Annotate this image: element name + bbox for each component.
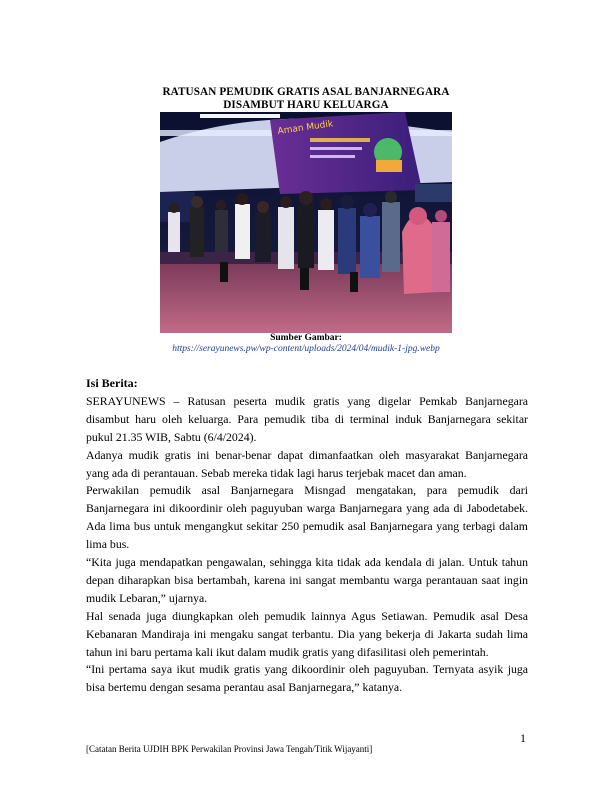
body-line: disambut haru oleh keluarga. Para pemudik tiba di terminal induk Banjarnegara sekitar (86, 411, 528, 426)
article-body (86, 393, 528, 697)
body-line: pukul 21.35 WIB, Sabtu (6/4/2024). (86, 429, 257, 444)
body-line: Ada lima bus untuk mengangkut sekitar 250 pemudik asal Banjarnegara yang terbagi dalam (86, 519, 528, 534)
body-line: depan diharapkan bisa bertambah, karena ini sangat membantu warga perantauan saat ingin (86, 572, 528, 587)
news-photo (160, 112, 452, 333)
page-number: 1 (520, 731, 526, 745)
body-line: lima bus. (86, 537, 130, 552)
section-heading: Isi Berita: (86, 376, 138, 390)
image-source-label: Sumber Gambar: (270, 333, 342, 343)
body-line: “Ini pertama saya ikut mudik gratis yang dikoordinir oleh paguyuban. Ternyata asyik juga (86, 662, 528, 677)
body-line: bisa bertemu dengan sesama perantau asal Banjarnegara,” katanya. (86, 680, 403, 695)
article-title-line-1: RATUSAN PEMUDIK GRATIS ASAL BANJARNEGARA (162, 86, 450, 98)
image-source-url[interactable]: https://serayunews.pw/wp-content/uploads/2024/04/mudik-1-jpg.webp (172, 344, 440, 354)
body-line: tahun ini baru pertama kali ikut dalam mudik gratis yang difasilitasi oleh pemerintah. (86, 644, 489, 659)
banner-text: Aman Mudik (277, 119, 334, 137)
body-line: Adanya mudik gratis ini benar-benar dapat dimanfaatkan oleh masyarakat Banjarnegara (86, 447, 528, 462)
body-line: mudik Lebaran,” ujarnya. (86, 590, 208, 605)
body-line: Banjarnegara ini dikoordinir oleh paguyuban warga Banjarnegara yang ada di Jabodetabek. (86, 501, 528, 516)
article-title (0, 86, 612, 112)
body-line: “Kita juga mendapatkan pengawalan, sehingga kita tidak ada kendala di jalan. Untuk tahun (86, 555, 528, 570)
article-title-line-2: DISAMBUT HARU KELUARGA (223, 99, 389, 111)
body-line: Perwakilan pemudik asal Banjarnegara Misngad mengatakan, para pemudik dari (86, 483, 528, 498)
body-line: Kebanaran Mandiraja ini mengaku sangat terbantu. Dia yang bekerja di Jakarta sudah lima (86, 626, 528, 641)
footer-note: [Catatan Berita UJDIH BPK Perwakilan Provinsi Jawa Tengah/Titik Wijayanti] (86, 744, 373, 754)
body-line: SERAYUNEWS – Ratusan peserta mudik gratis yang digelar Pemkab Banjarnegara (86, 394, 528, 408)
body-line: Hal senada juga diungkapkan oleh pemudik lainnya Agus Setiawan. Pemudik asal Desa (86, 608, 528, 623)
body-line: yang ada di perantauan. Sebab mereka tidak lagi harus terjebak macet dan aman. (86, 465, 467, 480)
